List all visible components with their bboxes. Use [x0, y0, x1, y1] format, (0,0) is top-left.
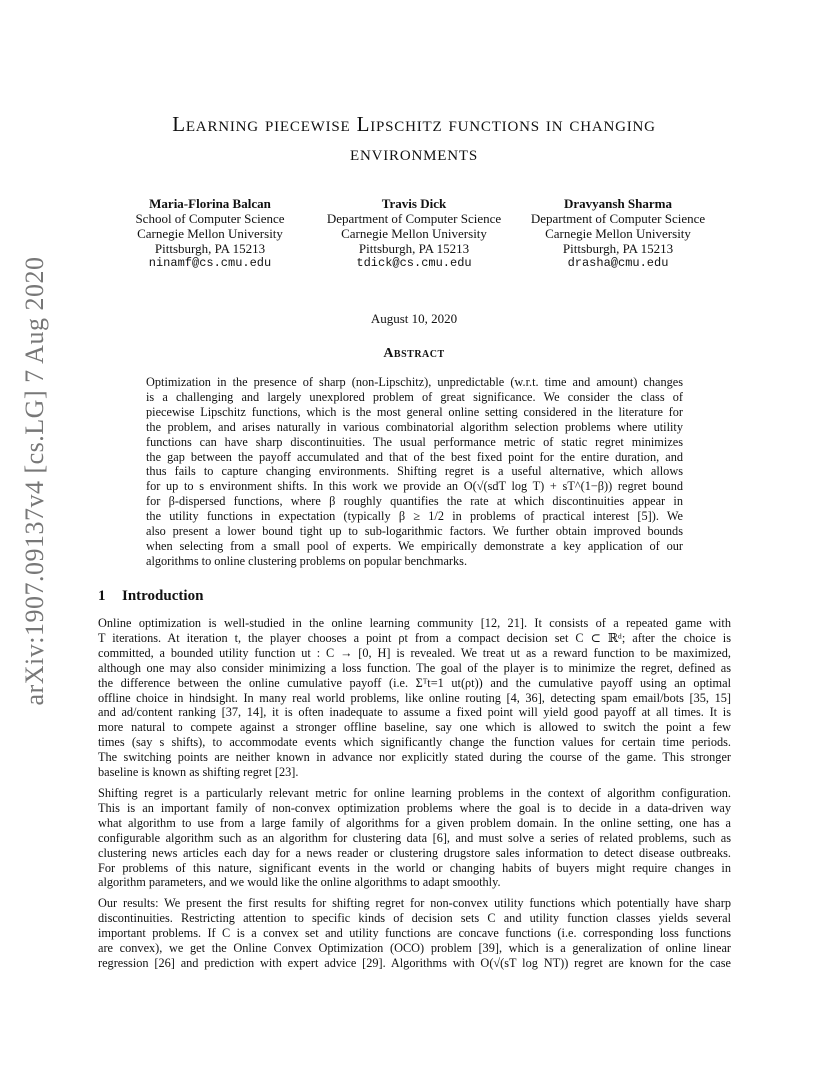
body-line: are convex), we get the Online Convex Optimization (OCO) problem [39], which is a generalization of online linear — [98, 941, 731, 956]
author-email: ninamf@cs.cmu.edu — [148, 256, 272, 270]
body-line: Our results: We present the first results for shifting regret for non-convex utility functions which potentially have sharp — [98, 896, 731, 911]
body-line: Shifting regret is a particularly relevant metric for online learning problems in the context of algorithm configuration. — [98, 785, 731, 800]
arxiv-identifier: arXiv:1907.09137v4 [cs.LG] 7 Aug 2020 — [20, 256, 49, 706]
body-line: algorithm parameters, and we would like the online algorithms to adapt smoothly. — [98, 875, 501, 890]
body-line: configurable algorithm such as an algorithm for clustering data [6], and must solve a series of related problems, such as — [98, 830, 731, 845]
body-line: although one may also consider minimizing a loss function. The goal of the player is to minimize the regret, defined as — [98, 660, 731, 675]
abstract-line: the problem, and arises naturally in various combinatorial algorithm selection problems where utility — [146, 419, 683, 434]
abstract-line: functions can have sharp discontinuities. The usual performance metric of static regret minimizes — [146, 434, 683, 449]
section-number: 1 — [98, 588, 106, 604]
author-name: Dravyansh Sharma — [564, 196, 672, 211]
author-univ: Carnegie Mellon University — [137, 226, 283, 241]
abstract-line: also present a lower bound tight up to sub-logarithmic factors. We further obtain improved bounds — [146, 524, 683, 539]
author-block — [110, 196, 718, 271]
abstract-line: thus fails to capture changing environments. Shifting regret is a useful alternative, which allows — [146, 464, 683, 479]
body-line: the difference between the online cumulative payoff (i.e. Σᵀt=1 ut(ρt)) and the cumulative payoff using an optimal — [98, 675, 731, 690]
author-name: Travis Dick — [381, 196, 447, 211]
body-line: more natural to compete against a stronger offline baseline, say one which is allowed to switch the point a few — [98, 720, 731, 735]
abstract-line: the gap between the payoff accumulated and that of the best fixed point for the entire duration, and — [146, 449, 683, 464]
body-line: important problems. If C is a convex set and utility functions are concave functions (i.e. corresponding loss functions — [98, 926, 731, 941]
body-line: what algorithm to use from a large family of algorithms for a given problem domain. In the online setting, one has a — [98, 815, 731, 830]
body-line: Online optimization is well-studied in the online learning community [12, 21]. It consists of a repeated game with — [98, 616, 731, 630]
body-line: T iterations. At iteration t, the player chooses a point ρt from a compact decision set C ⊂ ℝᵈ; after the choice is — [98, 630, 731, 645]
author-city: Pittsburgh, PA 15213 — [154, 241, 266, 256]
section-heading — [98, 588, 203, 605]
section-title: Introduction — [122, 588, 204, 604]
author-name: Maria-Florina Balcan — [149, 196, 271, 211]
author-city: Pittsburgh, PA 15213 — [358, 241, 470, 256]
paper-title — [100, 110, 728, 168]
paragraph-1 — [98, 616, 731, 780]
abstract-line: when selecting from a small pool of experts. We empirically demonstrate a key application of our — [146, 538, 683, 553]
author-email: drasha@cmu.edu — [567, 256, 669, 270]
abstract-line: algorithms to online clustering problems on popular benchmarks. — [146, 553, 468, 568]
body-line: baseline is known as shifting regret [23]. — [98, 765, 299, 780]
abstract-line: for β-dispersed functions, where β roughly quantifies the rate at which discontinuities appear in — [146, 494, 683, 509]
body-line: regression [26] and prediction with expert advice [29]. Algorithms with O(√(sT log NT)) regret are known for the case — [98, 955, 731, 970]
paper-date: August 10, 2020 — [370, 311, 458, 326]
paragraph-3 — [98, 896, 731, 971]
introduction-body — [98, 616, 731, 977]
body-line: times (say s shifts), to accommodate events which significantly change the function values for certain time periods. — [98, 735, 731, 750]
author-dept: School of Computer Science — [135, 211, 285, 226]
abstract-line: is a challenging and largely unexplored problem of great significance. We consider the class of — [146, 389, 683, 404]
body-line: and ad/content ranking [37, 14], it is often inadequate to assume a fixed point will yield good payoff at all times. It is — [98, 705, 731, 720]
abstract-body — [146, 375, 683, 569]
paragraph-2 — [98, 786, 731, 890]
abstract-line: for up to s environment shifts. In this work we provide an O(√(sdT log T) + sT^(1−β)) regret bound — [146, 479, 683, 494]
body-line: discontinuities. Restricting attention to specific kinds of decision sets C and utility function classes yields several — [98, 911, 731, 926]
body-line: clustering news articles each day for a news reader or clustering drugstore sales information to detect disease outbreaks. — [98, 845, 731, 860]
author-dept: Department of Computer Science — [530, 211, 706, 226]
author-univ: Carnegie Mellon University — [545, 226, 691, 241]
body-line: The switching points are neither known in advance nor explicitly stated during the course of the game. This stronger — [98, 750, 731, 765]
abstract-line: the utility functions in expectation (typically β ≥ 1/2 in problems of practical interest [5]). We — [146, 509, 683, 524]
author-email: tdick@cs.cmu.edu — [356, 256, 472, 270]
author-3 — [518, 196, 718, 271]
author-1 — [110, 196, 310, 271]
body-line: For problems of this nature, significant events in the world or changing habits of buyers might require changes in — [98, 860, 731, 875]
author-2 — [314, 196, 514, 271]
author-univ: Carnegie Mellon University — [341, 226, 487, 241]
arxiv-sidebar — [18, 256, 52, 706]
body-line: This is an important family of non-convex optimization problems where the goal is to decide in a data-driven way — [98, 800, 731, 815]
body-line: offline choice in hindsight. In many real world problems, like online routing [4, 36], detecting spam email/bots [35, 15] — [98, 690, 731, 705]
author-dept: Department of Computer Science — [326, 211, 502, 226]
author-city: Pittsburgh, PA 15213 — [562, 241, 674, 256]
abstract-line: piecewise Lipschitz functions, which is the most general online setting considered in the literature for — [146, 404, 683, 419]
title-line-2: environments — [350, 141, 478, 165]
body-line: committed, a bounded utility function ut : C → [0, H] is revealed. We treat ut as a reward function to be maximized, — [98, 645, 731, 660]
abstract-heading: Abstract — [383, 346, 445, 361]
title-line-1: Learning piecewise Lipschitz functions in changing — [172, 112, 656, 136]
abstract-line: Optimization in the presence of sharp (non-Lipschitz), unpredictable (w.r.t. time and amount) changes — [146, 375, 683, 389]
